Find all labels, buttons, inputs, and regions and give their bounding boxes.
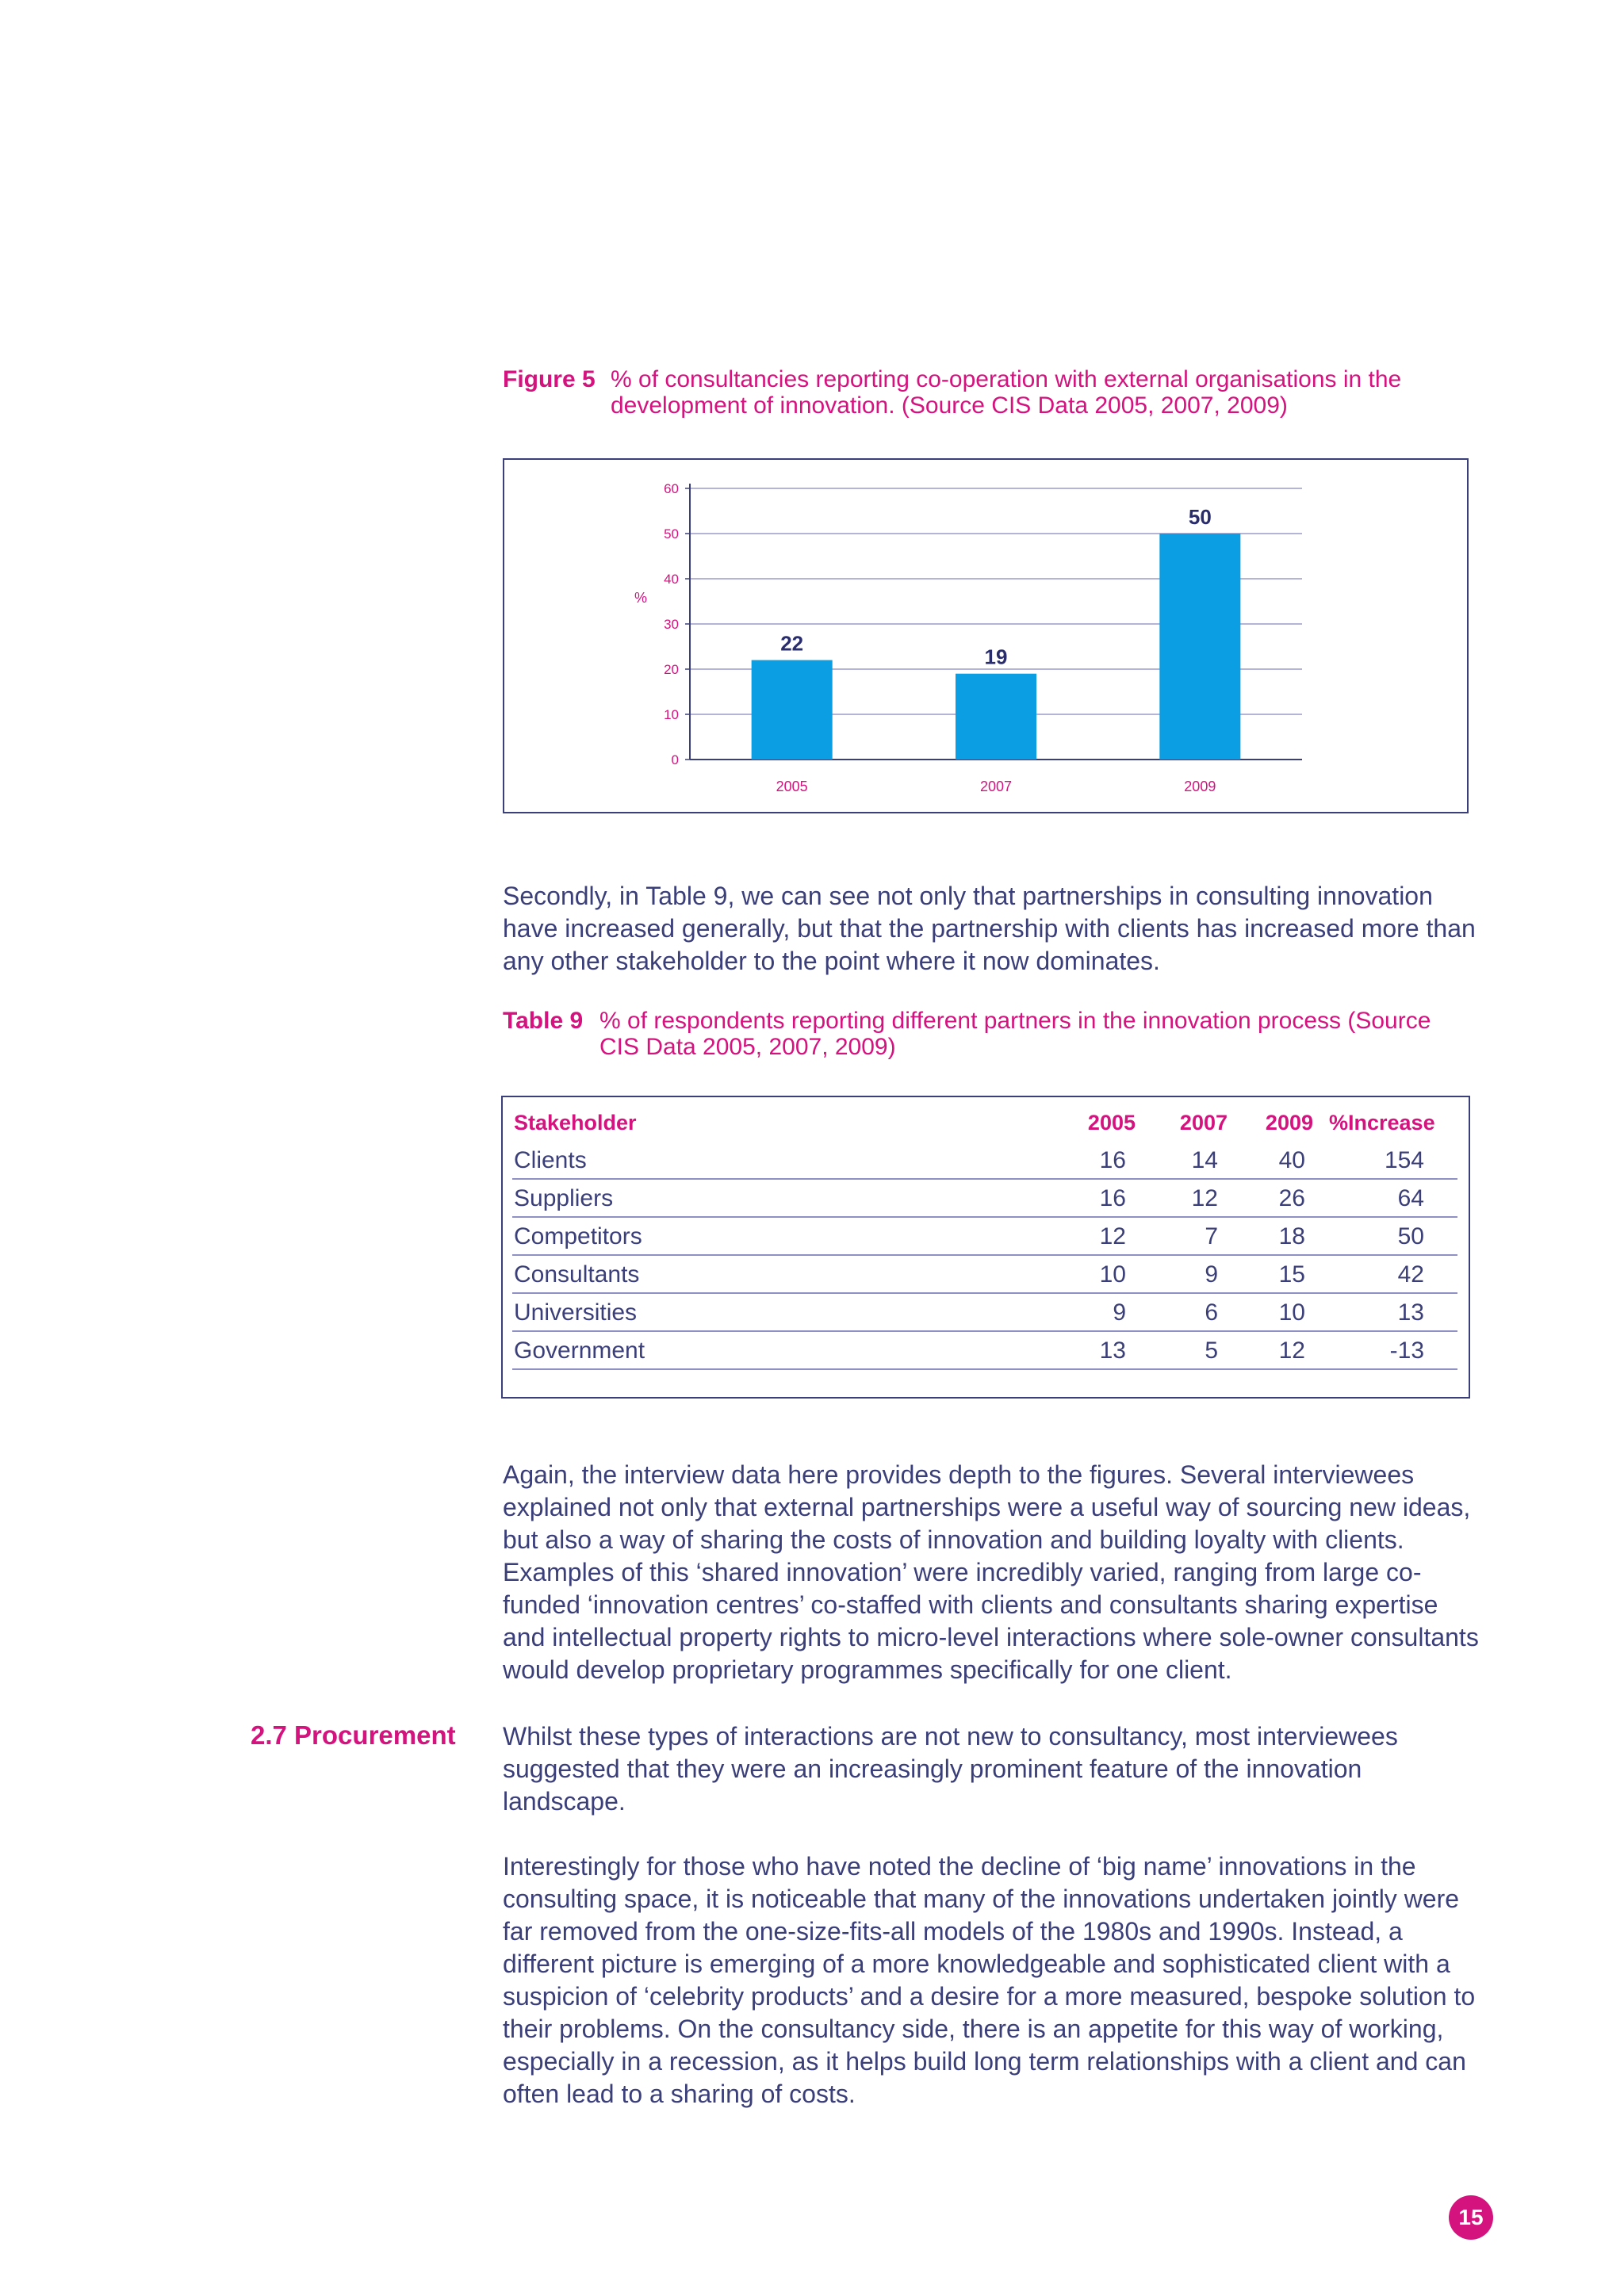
y-tick-label: 10 — [664, 707, 679, 722]
cell-2009: 40 — [1278, 1147, 1305, 1173]
bar — [1159, 534, 1240, 760]
y-tick-label: 0 — [671, 752, 679, 767]
data-label: 22 — [780, 631, 804, 656]
cell-2009: 15 — [1278, 1261, 1305, 1288]
paragraph-interactions: Whilst these types of interactions are not new to consultancy, most interviewees suggested that they were an increasingly prominent feature of the innovation landscape. — [503, 1722, 1398, 1816]
y-tick-label: 20 — [664, 662, 679, 677]
cell-increase: -13 — [1389, 1337, 1424, 1364]
cell-increase: 42 — [1397, 1261, 1424, 1288]
table-row — [512, 1294, 1457, 1332]
cell-2005: 13 — [1099, 1337, 1126, 1364]
table-caption-text: % of respondents reporting different partners in the innovation process (Source CIS Data 2005, 2007, 2009) — [599, 1008, 1431, 1060]
page-number: 15 — [1449, 2195, 1493, 2240]
x-tick-label: 2007 — [979, 779, 1013, 794]
data-label: 50 — [1188, 505, 1212, 529]
header-2009: 2009 — [1265, 1111, 1313, 1135]
row-divider — [512, 1368, 1457, 1370]
cell-stakeholder: Universities — [514, 1299, 638, 1326]
table-header-row — [512, 1104, 1457, 1142]
section-heading: 2.7 Procurement — [251, 1720, 456, 1750]
cell-2009: 26 — [1278, 1185, 1305, 1211]
cell-increase: 50 — [1397, 1223, 1424, 1249]
table-row — [512, 1218, 1457, 1256]
cell-2007: 12 — [1191, 1185, 1218, 1211]
paragraph-table-intro: Secondly, in Table 9, we can see not only that partnerships in consulting innovation have increased generally, but that the partnership with clients has increased more than any other stakeholder to the point where it now dominates. — [503, 882, 1476, 975]
cell-increase: 13 — [1397, 1299, 1424, 1326]
cell-increase: 64 — [1397, 1185, 1424, 1211]
cell-2009: 10 — [1278, 1299, 1305, 1326]
cell-2007: 9 — [1205, 1261, 1218, 1288]
cell-2005: 9 — [1113, 1299, 1126, 1326]
cell-2007: 7 — [1205, 1223, 1218, 1249]
bar — [752, 660, 833, 760]
x-tick-label: 2005 — [776, 779, 808, 794]
cell-2005: 10 — [1099, 1261, 1126, 1288]
cell-stakeholder: Clients — [514, 1147, 587, 1173]
table-row — [512, 1180, 1457, 1218]
y-axis-label: % — [634, 590, 648, 606]
table-row — [512, 1142, 1457, 1180]
figure-caption-text: % of consultancies reporting co-operation with external organisations in the development of innovation. (Source CIS Data 2005, 2007, 2009) — [611, 366, 1402, 419]
figure-caption — [503, 366, 1454, 419]
partners-table — [501, 1096, 1470, 1399]
bar-chart-svg — [504, 460, 1467, 812]
paragraph-big-name-innovations: Interestingly for those who have noted the decline of ‘big name’ innovations in the consulting space, it is noticeable that many of the innovations undertaken jointly were far removed from the one-size-fits-all models of the 1980s and 1990s. Instead, a different picture is emerging of a more knowledgeable and sophisticated client with a suspicion of ‘celebrity products’ and a desire for a more measured, bespoke solution to their problems. On the consultancy side, there is an appetite for this way of working, especially in a recession, as it helps build long term relationships with a client and can often lead to a sharing of costs. — [503, 1852, 1476, 2108]
table-row — [512, 1256, 1457, 1294]
header-stakeholder: Stakeholder — [514, 1111, 637, 1135]
y-tick-label: 40 — [664, 572, 679, 587]
cell-2005: 12 — [1099, 1223, 1126, 1249]
cell-stakeholder: Competitors — [514, 1223, 642, 1249]
table-caption — [503, 1008, 1454, 1060]
header-2007: 2007 — [1179, 1111, 1228, 1135]
bar — [956, 674, 1036, 760]
cell-2007: 5 — [1205, 1337, 1218, 1364]
x-tick-label: 2009 — [1184, 779, 1216, 794]
cell-stakeholder: Government — [514, 1337, 645, 1364]
table-label: Table 9 — [503, 1008, 584, 1034]
header-2005: 2005 — [1087, 1111, 1136, 1135]
cell-2009: 12 — [1278, 1337, 1305, 1364]
cell-2005: 16 — [1099, 1185, 1126, 1211]
cell-2009: 18 — [1278, 1223, 1305, 1249]
cell-stakeholder: Consultants — [514, 1261, 640, 1288]
paragraph-interview-data: Again, the interview data here provides depth to the figures. Several interviewees explained not only that external partnerships were a useful way of sourcing new ideas, but also a way of sharing the costs of innovation and building loyalty with clients. Examples of this ‘shared innovation’ were incredibly varied, ranging from large co-funded ‘innovation centres’ co-staffed with clients and consultants sharing expertise and intellectual property rights to micro-level interactions where sole-owner consultants would develop proprietary programmes specifically for one client. — [503, 1460, 1479, 1684]
y-tick-label: 60 — [664, 481, 679, 496]
cell-2005: 16 — [1099, 1147, 1126, 1173]
y-tick-label: 30 — [664, 617, 679, 632]
cell-increase: 154 — [1384, 1147, 1424, 1173]
cell-2007: 6 — [1205, 1299, 1218, 1326]
table-row — [512, 1332, 1457, 1370]
header-increase: %Increase — [1329, 1111, 1435, 1135]
figure-label: Figure 5 — [503, 366, 596, 392]
cell-2007: 14 — [1191, 1147, 1218, 1173]
cell-stakeholder: Suppliers — [514, 1185, 614, 1211]
y-tick-label: 50 — [664, 526, 679, 541]
bar-chart — [503, 458, 1469, 813]
data-label: 19 — [984, 645, 1008, 669]
